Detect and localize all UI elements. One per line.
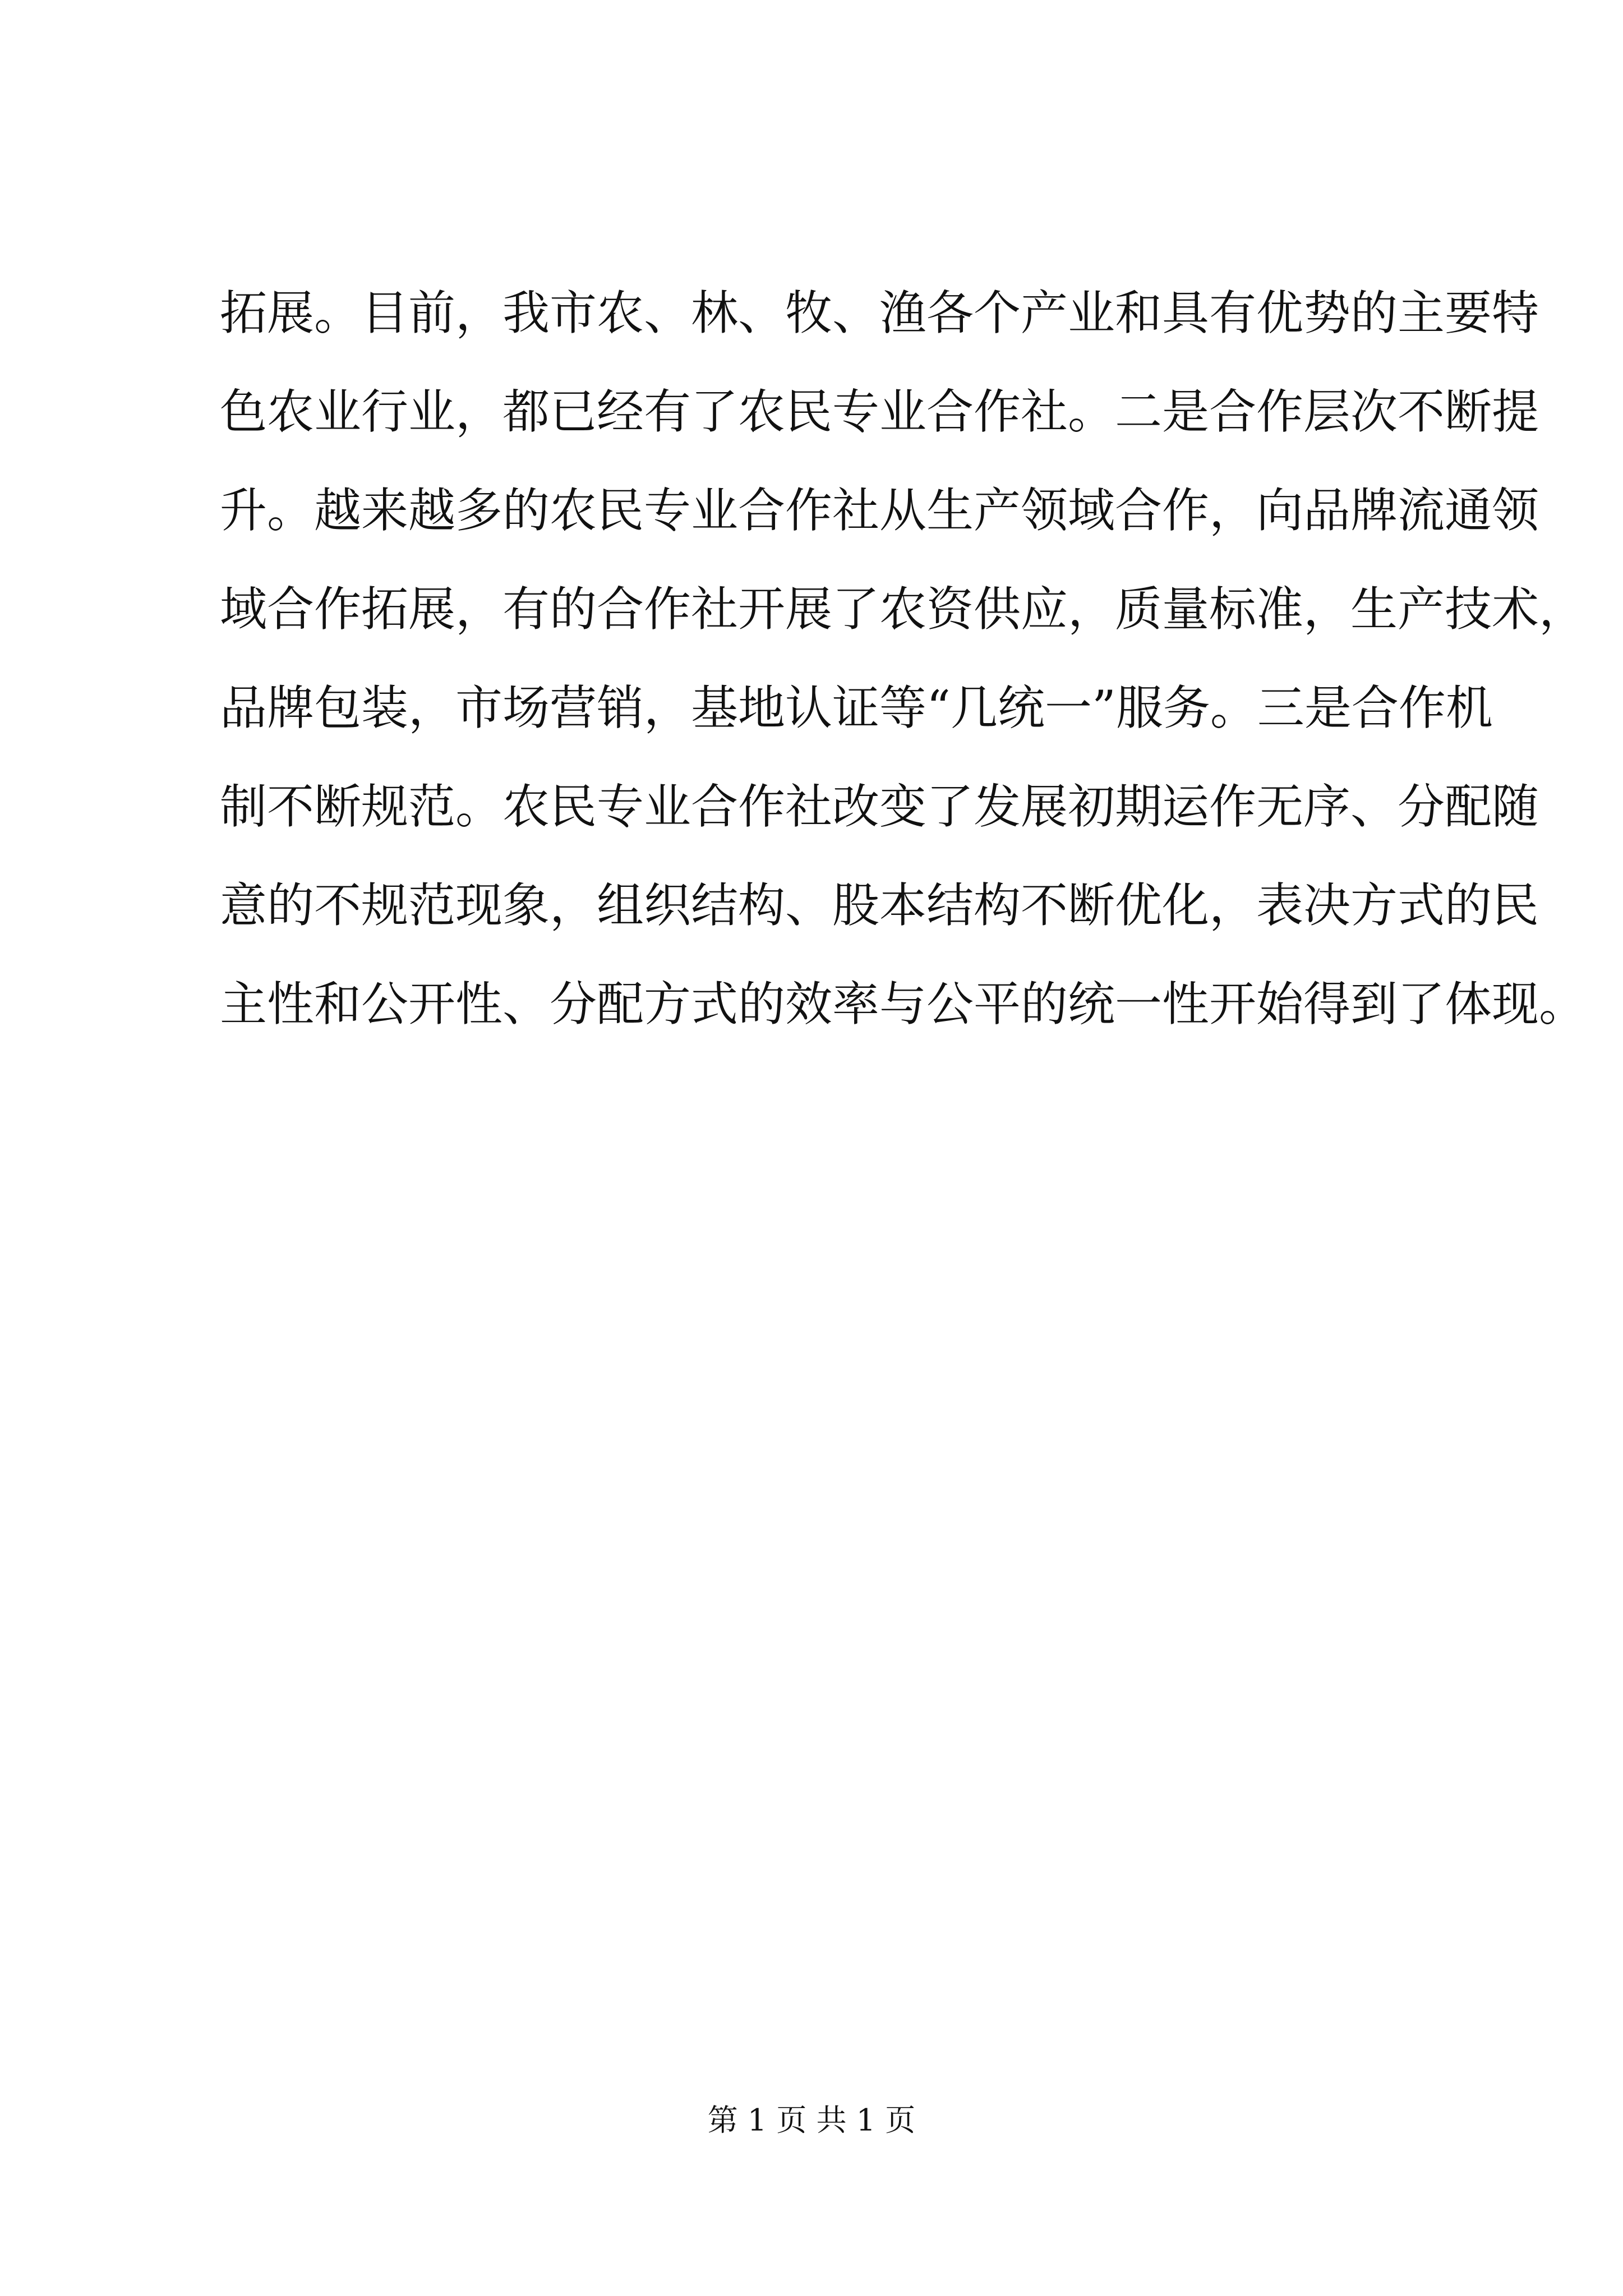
text-line: 品牌包装，市场营销，基地认证等“几统一”服务。三是合作机: [220, 680, 1493, 735]
text-line: 升。越来越多的农民专业合作社从生产领域合作，向品牌流通领: [220, 483, 1539, 538]
text-line: 拓展。目前，我市农、林、牧、渔各个产业和具有优势的主要特: [220, 286, 1539, 341]
text-line: 主性和公开性、分配方式的效率与公平的统一性开始得到了体现。: [220, 977, 1587, 1032]
text-line: 域合作拓展，有的合作社开展了农资供应，质量标准，生产技术，: [220, 582, 1587, 637]
body-paragraph: [220, 264, 1587, 1053]
page-footer: 第 1 页 共 1 页: [707, 2102, 916, 2138]
text-line: 制不断规范。农民专业合作社改变了发展初期运作无序、分配随: [220, 779, 1539, 834]
text-line: 意的不规范现象，组织结构、股本结构不断优化，表决方式的民: [220, 878, 1539, 933]
text-line: 色农业行业，都已经有了农民专业合作社。二是合作层次不断提: [220, 384, 1539, 439]
